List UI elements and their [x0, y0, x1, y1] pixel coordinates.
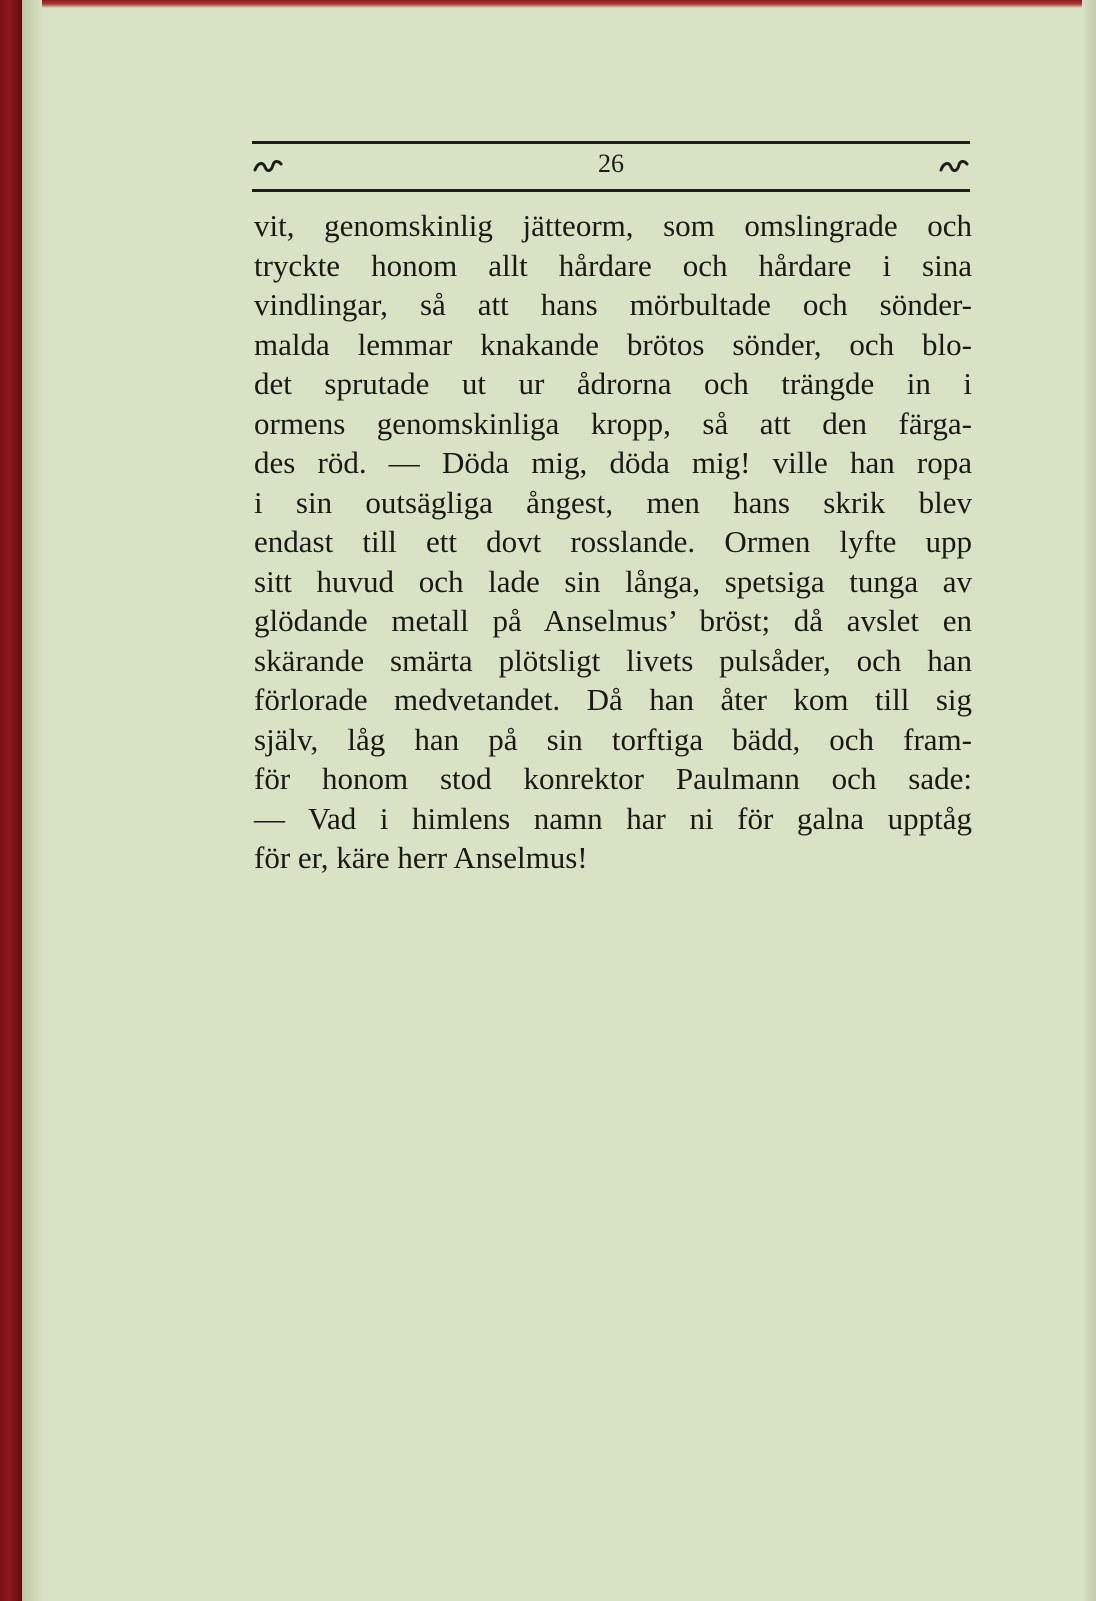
page-top-edge: [0, 0, 1096, 8]
running-header: [252, 141, 970, 195]
page-right-edge: [1082, 0, 1096, 1601]
text-line: vit, genomskinlig jätteorm, som omslingrade och: [254, 208, 972, 243]
header-rule-top: [252, 141, 970, 144]
text-line: endast till ett dovt rosslande. Ormen lyfte upp: [254, 524, 972, 559]
text-line: det sprutade ut ur ådrorna och trängde in i: [254, 366, 972, 401]
text-line: ormens genomskinliga kropp, så att den färga-: [254, 405, 972, 441]
text-line: i sin outsägliga ångest, men hans skrik blev: [254, 484, 972, 520]
page-number: 26: [598, 149, 624, 178]
book-binding: [0, 0, 22, 1601]
text-line: för honom stod konrektor Paulmann och sade:: [254, 761, 972, 796]
header-rule-bottom: [252, 189, 970, 192]
text-line: malda lemmar knakande brötos sönder, och blo-: [254, 326, 972, 362]
text-line: des röd. — Döda mig, döda mig! ville han ropa: [254, 445, 972, 480]
text-line: förlorade medvetandet. Då han åter kom till sig: [254, 682, 972, 717]
text-line: tryckte honom allt hårdare och hårdare i sina: [254, 247, 972, 283]
text-line: sitt huvud och lade sin långa, spetsiga tunga av: [254, 563, 972, 599]
text-line: — Vad i himlens namn har ni för galna upptåg: [254, 800, 972, 836]
swash-ornament-icon: [938, 153, 970, 177]
text-line: för er, käre herr Anselmus!: [254, 840, 588, 875]
text-line: skärande smärta plötsligt livets pulsåder, och han: [254, 642, 972, 678]
page-gutter: [22, 0, 42, 1601]
text-line: själv, låg han på sin torftiga bädd, och fram-: [254, 721, 972, 757]
text-line: glödande metall på Anselmus’ bröst; då avslet en: [254, 603, 972, 638]
body-text: [254, 206, 972, 878]
text-line: vindlingar, så att hans mörbultade och sönder-: [254, 287, 972, 322]
